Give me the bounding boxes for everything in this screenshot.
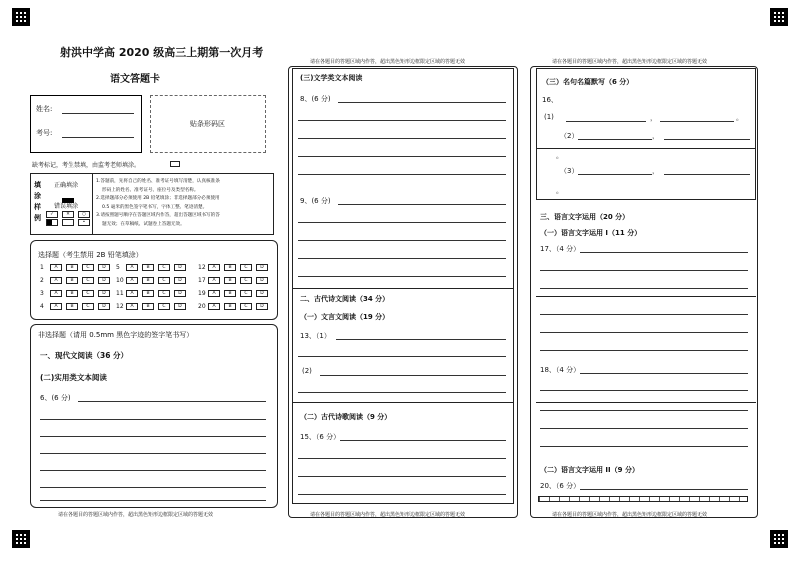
col2-answer-line[interactable] [298,392,506,393]
sample-char: 涂 [34,192,41,200]
wrong-sample-empty [62,219,74,226]
q13b-line[interactable] [320,375,506,376]
q16c-line-1[interactable] [578,174,652,175]
option-bubble[interactable]: D [256,264,268,271]
col2-answer-line[interactable] [298,476,506,477]
option-bubble[interactable]: B [224,277,236,284]
q16a-line-1[interactable] [566,121,646,122]
q15-label: 15、（6 分） [300,433,341,441]
col2-answer-line[interactable] [298,258,506,259]
question-number: 10 [116,277,124,284]
col3-answer-line[interactable] [540,350,748,351]
wrong-sample-cross: ✕ [62,211,74,218]
corner-qr-top-right [770,8,788,26]
wrong-sample-tick: ✓ [46,211,58,218]
col2-answer-line[interactable] [298,156,506,157]
col3-section3: 三、语言文字运用（20 分） [540,213,630,221]
section1-title: 一、现代文阅读（36 分） [40,351,129,360]
choice-row [40,290,114,297]
question-number: 4 [40,303,44,310]
option-bubble[interactable]: C [240,264,252,271]
correct-fill-label: 正确填涂 [54,182,79,189]
col2-section2a: （一）文言文阅读（19 分） [300,313,390,321]
option-bubble[interactable]: A [208,264,220,271]
header-col3: 请在各题目的答题区域内作答，超出黑色矩形边框限定区域的答题无效 [552,59,708,65]
choice-row [198,303,272,310]
q16c-label: （3） [560,167,579,175]
option-bubble[interactable]: A [126,277,138,284]
q16a-label: (1) [544,113,554,121]
footer-col3: 请在各题目的答题区域内作答，超出黑色矩形边框限定区域的答题无效 [552,512,708,518]
q6-line[interactable] [78,401,266,402]
option-bubble[interactable]: D [98,264,110,271]
col2-divider-2 [292,402,514,403]
q20-grid[interactable] [538,496,748,502]
col2-section2b: （二）古代诗歌阅读（9 分） [300,413,392,421]
option-bubble[interactable]: A [208,290,220,297]
option-bubble[interactable]: C [82,303,94,310]
col2-answer-line[interactable] [298,120,506,121]
q9-label: 9、(6 分) [300,197,331,205]
wrong-sample-circle: ○ [78,211,90,218]
absent-note: 缺考标记，考生禁填，由监考老师填涂。 [32,162,141,169]
q18-label: 18、（4 分） [540,366,581,374]
corner-qr-bottom-right [770,530,788,548]
option-bubble[interactable]: B [142,290,154,297]
option-bubble[interactable]: C [82,290,94,297]
col2-section-title: (三)文学类文本阅读 [300,74,363,82]
sample-label [34,180,42,224]
option-bubble[interactable]: B [224,290,236,297]
sample-divider [92,173,93,235]
nonchoice-title: 非选择题（请用 0.5mm 黑色字迹的签字笔书写） [38,331,194,339]
choice-title: 选择题（考生禁用 2B 铅笔填涂） [38,251,143,259]
q13-line[interactable] [336,339,506,340]
question-number: 5 [116,264,120,271]
question-number: 12 [116,303,124,310]
col3-answer-line[interactable] [540,390,748,391]
choice-row [198,277,272,284]
option-bubble[interactable]: B [142,277,154,284]
option-bubble[interactable]: A [50,264,62,271]
option-bubble[interactable]: D [98,277,110,284]
q13-label: 13、（1） [300,332,331,340]
q8-line[interactable] [338,102,506,103]
sample-char: 例 [34,214,41,222]
choice-row [198,264,272,271]
instruction-line: 形码上的姓名、准考证号、座位号及类型名称。 [102,187,199,193]
instruction-line: 题无效；在草稿纸、试题卷上答题无效。 [102,221,185,227]
col3-section3a: （一）语言文字运用 I（11 分） [540,229,642,237]
footer-col1: 请在各题目的答题区域内作答，超出黑色矩形边框限定区域的答题无效 [58,512,214,518]
wrong-fill-samples [46,211,94,227]
q20-line[interactable] [580,489,748,490]
col2-answer-line[interactable] [298,356,506,357]
option-bubble[interactable]: A [208,277,220,284]
question-number: 3 [40,290,44,297]
q16c-line-2[interactable] [664,174,750,175]
q6-answer-line[interactable] [40,436,266,437]
option-bubble[interactable]: C [240,290,252,297]
question-number: 12 [198,264,206,271]
col2-answer-line[interactable] [298,138,506,139]
q6-answer-line[interactable] [40,500,266,501]
exam-number-field[interactable] [62,137,134,138]
choice-row [116,303,190,310]
instruction-line: 2.选择题部分必须使用 2B 铅笔填涂；非选择题部分必须使用 [96,196,220,201]
section1-sub: (二)实用类文本阅读 [40,373,107,382]
option-bubble[interactable]: A [50,290,62,297]
q16a-end: 。 [736,114,743,122]
option-bubble[interactable]: D [174,303,186,310]
col3-answer-line[interactable] [540,410,748,411]
choice-row [40,277,114,284]
name-label: 姓名: [36,105,53,113]
q17-line[interactable] [580,252,748,253]
wrong-fill-label: 错误填涂 [54,203,79,210]
question-number: 2 [40,277,44,284]
question-number: 1 [40,264,44,271]
wrong-sample-half [46,219,58,226]
choice-row [40,303,114,310]
exam-title: 射洪中学高 2020 级高三上期第一次月考 [60,46,264,59]
option-bubble[interactable]: C [240,303,252,310]
option-bubble[interactable]: C [158,264,170,271]
q9-line[interactable] [338,204,506,205]
col3-answer-line[interactable] [540,446,748,447]
option-bubble[interactable]: B [66,264,78,271]
option-bubble[interactable]: C [158,277,170,284]
q6-answer-line[interactable] [40,419,266,420]
choice-row [116,277,190,284]
option-bubble[interactable]: C [158,290,170,297]
q16c-sep: ， [652,167,659,175]
question-number: 20 [198,303,206,310]
instructions [96,178,220,229]
choice-row [116,290,190,297]
col2-answer-line[interactable] [298,276,506,277]
option-bubble[interactable]: A [208,303,220,310]
option-bubble[interactable]: B [66,290,78,297]
absent-mark-box[interactable] [170,161,180,167]
option-bubble[interactable]: B [142,303,154,310]
col2-section2: 二、古代诗文阅读（34 分） [300,295,390,303]
sample-char: 填 [34,181,41,189]
option-bubble[interactable]: C [82,264,94,271]
option-bubble[interactable]: B [224,303,236,310]
q16b-line-1[interactable] [578,139,652,140]
q13b-label: (2) [302,367,312,375]
choice-row [198,290,272,297]
q15-line[interactable] [340,440,506,441]
col3-divider-1 [536,148,756,149]
sample-char: 样 [34,203,41,211]
option-bubble[interactable]: D [98,290,110,297]
q16b-sep: ， [652,132,659,140]
option-bubble[interactable]: A [50,277,62,284]
option-bubble[interactable]: D [256,290,268,297]
question-number: 17 [198,277,206,284]
option-bubble[interactable]: B [66,277,78,284]
q17-label: 17、（4 分） [540,245,581,253]
col3-answer-line[interactable] [540,332,748,333]
corner-qr-bottom-left [12,530,30,548]
card-title: 语文答题卡 [110,74,160,85]
q16-label: 16、 [542,96,558,104]
exam-number-label: 考号: [36,129,53,137]
question-number: 11 [116,290,124,297]
q16a-line-2[interactable] [660,121,734,122]
option-bubble[interactable]: A [50,303,62,310]
choice-row [40,264,114,271]
option-bubble[interactable]: C [82,277,94,284]
col3-divider-3 [536,402,756,403]
q16a-sep: ， [650,114,657,122]
q6-answer-line[interactable] [40,487,266,488]
col3-section3b: （二）语言文字运用 II（9 分） [540,466,639,474]
option-bubble[interactable]: D [174,277,186,284]
option-bubble[interactable]: A [126,303,138,310]
option-bubble[interactable]: B [224,264,236,271]
corner-qr-top-left [12,8,30,26]
q16b-line-2[interactable] [664,139,750,140]
col3-answer-line[interactable] [540,314,748,315]
instruction-line: 1.答题前，先将自己的姓名、准考证号填写清楚，认真核准条 [96,179,220,184]
q16c-end: 。 [556,187,563,195]
option-bubble[interactable]: D [98,303,110,310]
option-bubble[interactable]: B [142,264,154,271]
option-bubble[interactable]: D [256,303,268,310]
col3-answer-line[interactable] [540,428,748,429]
option-bubble[interactable]: C [240,277,252,284]
q16b-end: 。 [556,152,563,160]
barcode-label: 贴条形码区 [190,120,225,128]
instruction-line: 0.5 毫米的黑色签字笔书写，字体工整、笔迹清楚。 [102,204,208,210]
choice-row [116,264,190,271]
q16b-label: （2） [560,132,579,140]
footer-col2: 请在各题目的答题区域内作答，超出黑色矩形边框限定区域的答题无效 [310,512,466,518]
q6-answer-line[interactable] [40,470,266,471]
q20-label: 20、（6 分） [540,482,581,490]
col3-answer-line[interactable] [540,270,748,271]
col2-answer-line[interactable] [298,494,506,495]
col3-section-title: （三）名句名篇默写（6 分） [542,78,634,86]
option-bubble[interactable]: D [174,264,186,271]
option-bubble[interactable]: A [126,290,138,297]
col2-answer-line[interactable] [298,458,506,459]
q6-answer-line[interactable] [40,453,266,454]
q6-label: 6、(6 分) [40,394,71,402]
col2-divider-1 [292,288,514,289]
instruction-line: 3.请按照题号顺序在答题区域内作答，超出答题区域书写的答 [96,213,220,218]
option-bubble[interactable]: A [126,264,138,271]
option-bubble[interactable]: D [256,277,268,284]
option-bubble[interactable]: C [158,303,170,310]
name-field[interactable] [62,113,134,114]
col2-answer-line[interactable] [298,174,506,175]
q18-line[interactable] [580,373,748,374]
option-bubble[interactable]: D [174,290,186,297]
wrong-sample-dot: • [78,219,90,226]
col2-answer-line[interactable] [298,240,506,241]
col2-answer-line[interactable] [298,222,506,223]
col3-answer-line[interactable] [540,288,748,289]
header-col2: 请在各题目的答题区域内作答，超出黑色矩形边框限定区域的答题无效 [310,59,466,65]
col3-divider-2 [536,296,756,297]
question-number: 19 [198,290,206,297]
q8-label: 8、(6 分) [300,95,331,103]
option-bubble[interactable]: B [66,303,78,310]
